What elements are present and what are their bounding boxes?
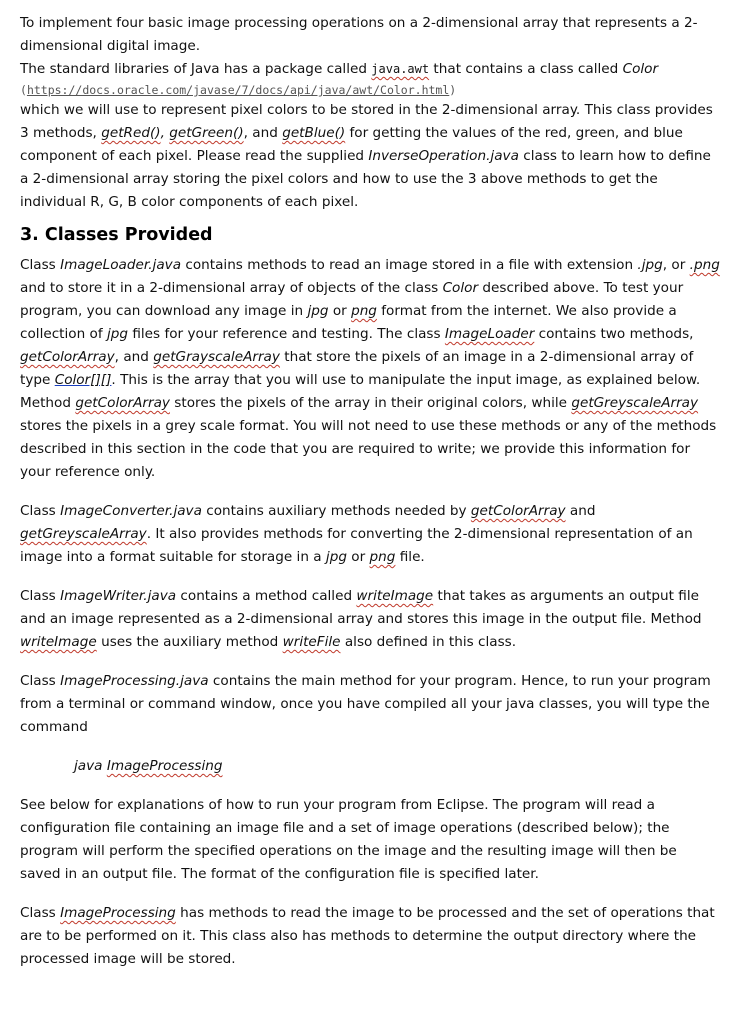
method-name: getGrayscaleArray [153, 349, 280, 365]
paren: ( [20, 83, 27, 97]
text: also defined in this class. [340, 634, 517, 650]
class-name: ImageConverter.java [60, 503, 202, 519]
command: java [74, 758, 107, 774]
command-class: ImageProcessing [106, 758, 223, 774]
text: , and [243, 125, 283, 141]
ext: jpg [325, 549, 347, 565]
method-name: writeImage [20, 634, 97, 650]
method-name: getGreyscaleArray [20, 526, 147, 542]
text: See below for explanations of how to run your program from Eclipse. The program will read a configuration file containing an image file and a set of image operations (described below); the program will perform the specified operations on the image and the resulting image will then be saved in an output file. The format of the configuration file is specified later. [20, 797, 677, 882]
ext: png [369, 549, 396, 565]
converter-paragraph [20, 500, 720, 569]
ext: jpg [307, 303, 329, 319]
command-line [20, 755, 720, 778]
text: described above. To test your program, you can download any image in [20, 280, 684, 319]
document-page [20, 12, 720, 971]
ext: png [351, 303, 377, 319]
text: contains two methods, [534, 326, 694, 342]
method-getblue: getBlue() [282, 125, 346, 141]
processing-paragraph [20, 670, 720, 739]
inverse-class: InverseOperation.java [368, 148, 519, 164]
text: that takes as arguments an output file and an image represented as a 2-dimensional array and stores this image in the output file. Method [20, 588, 702, 627]
method-getred: getRed() [101, 125, 161, 141]
text: The standard libraries of Java has a package called [20, 61, 372, 77]
writer-paragraph [20, 585, 720, 654]
text: . It also provides methods for converting the 2-dimensional representation of an image into a format suitable for storage in a [20, 526, 693, 565]
intro-line [20, 12, 720, 58]
text: or [346, 549, 370, 565]
text: uses the auxiliary method [96, 634, 283, 650]
text: . This is the array that you will use to manipulate the input image, as explained below. Method [20, 372, 701, 411]
text: and [565, 503, 596, 519]
text: that store the pixels of an image in a 2-dimensional array of type [20, 349, 694, 388]
ext: .jpg [637, 257, 663, 273]
class-name: ImageLoader.java [60, 257, 182, 273]
method-name: writeImage [356, 588, 434, 604]
text: , [160, 125, 170, 141]
text: , and [114, 349, 154, 365]
method-name: writeFile [282, 634, 341, 650]
text: Class [20, 673, 61, 689]
text: contains auxiliary methods needed by [201, 503, 471, 519]
ext: .png [689, 257, 720, 273]
class-name: Color [622, 61, 659, 77]
text: contains a method called [176, 588, 357, 604]
class-name: ImageProcessing.java [60, 673, 209, 689]
text: contains methods to read an image stored in a file with extension [181, 257, 638, 273]
text: which we will use to represent pixel colors to be stored in the 2-dimensional array. This class provides 3 methods, [20, 102, 713, 141]
final-paragraph [20, 902, 720, 971]
text: Class [20, 257, 61, 273]
method-name: getGreyscaleArray [571, 395, 699, 411]
text: for getting the values of the red, green, and blue component of each pixel. Please read the supplied [20, 125, 683, 164]
method-getgreen: getGreen() [169, 125, 244, 141]
color-doc-link[interactable]: https://docs.oracle.com/javase/7/docs/api/java/awt/Color.html [26, 83, 450, 97]
ext: jpg [106, 326, 129, 342]
class-name: ImageWriter.java [60, 588, 177, 604]
doc-url [20, 81, 720, 99]
method-name: getColorArray [470, 503, 566, 519]
type-name: Color[][] [54, 372, 112, 388]
text: format from the internet. We also provide a collection of [20, 303, 677, 342]
eclipse-paragraph [20, 794, 720, 886]
class-name: Color [442, 280, 479, 296]
class-name: ImageProcessing [60, 905, 176, 921]
method-name: getColorArray [20, 349, 115, 365]
class-name: ImageLoader [444, 326, 535, 342]
library-paragraph [20, 58, 720, 214]
text: file. [395, 549, 425, 565]
text: has methods to read the image to be processed and the set of operations that are to be performed on it. This class also has methods to determine the output directory where the processed image will be stored. [20, 905, 715, 967]
loader-paragraph [20, 254, 720, 484]
intro-text: To implement four basic image processing operations on a 2-dimensional array that represents a 2-dimensional digital image. [20, 15, 698, 54]
text: and to store it in a 2-dimensional array of objects of the class [20, 280, 443, 296]
text: Class [20, 503, 61, 519]
text: stores the pixels in a grey scale format. You will not need to use these methods or any of the methods described in this section in the code that you are required to write; we provide this information for your reference only. [20, 418, 717, 480]
text: , or [662, 257, 690, 273]
text: that contains a class called [429, 61, 623, 77]
text: contains the main method for your program. Hence, to run your program from a terminal or command window, once you have compiled all your java classes, you will type the command [20, 673, 711, 735]
section-heading: 3. Classes Provided [20, 225, 213, 245]
text: or [328, 303, 352, 319]
package-name: java.awt [371, 62, 430, 76]
text: stores the pixels of the array in their original colors, while [169, 395, 572, 411]
text: Class [20, 905, 61, 921]
text: class to learn how to define a 2-dimensional array storing the pixel colors and how to use the 3 above methods to get the individual R, G, B color components of each pixel. [20, 148, 711, 210]
text: Class [20, 588, 61, 604]
text: files for your reference and testing. The class [128, 326, 445, 342]
paren: ) [449, 83, 457, 97]
method-name: getColorArray [75, 395, 170, 411]
